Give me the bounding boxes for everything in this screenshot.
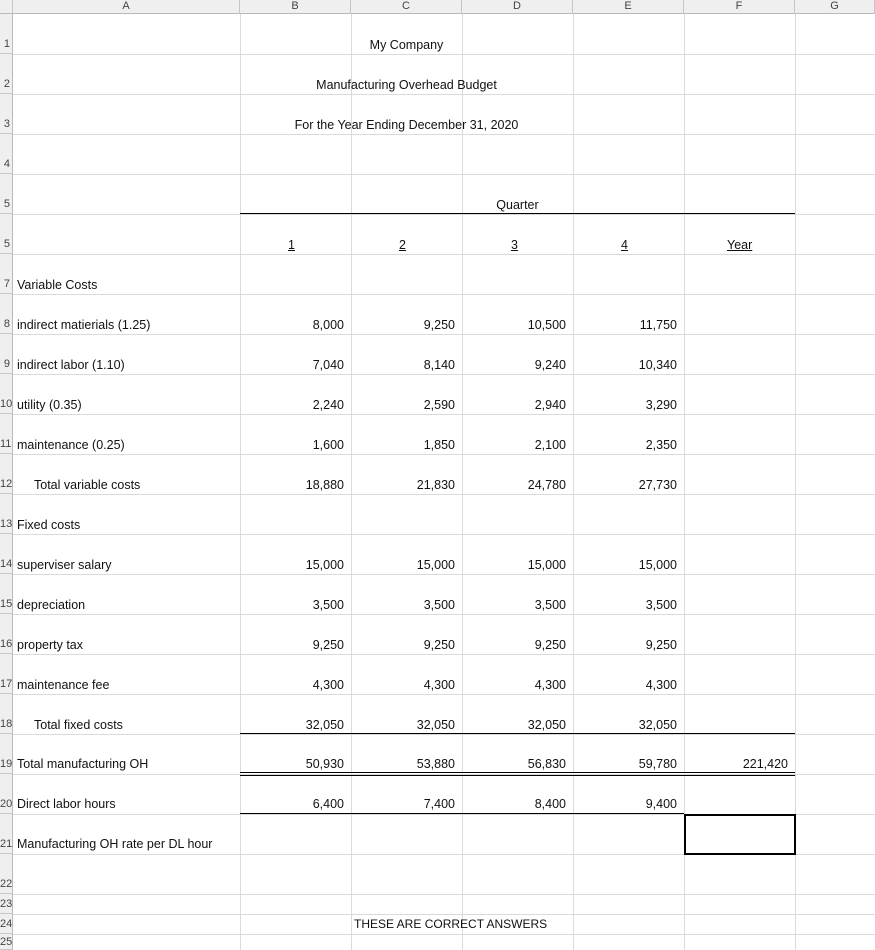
line-item-value: 56,830: [527, 757, 566, 771]
row-header[interactable]: 9: [0, 334, 13, 374]
line-item-value: 15,000: [527, 558, 566, 572]
line-item-value: 32,050: [638, 718, 677, 732]
row-header[interactable]: 23: [0, 894, 13, 914]
row-header[interactable]: 17: [0, 654, 13, 694]
row-header[interactable]: 20: [0, 774, 13, 814]
line-item-value: 4,300: [645, 678, 677, 692]
quarter-header: Quarter: [496, 198, 539, 212]
line-item-label: Direct labor hours: [17, 797, 116, 811]
line-item-value: 32,050: [416, 718, 455, 732]
line-item-value: 2,100: [534, 438, 566, 452]
column-header-f[interactable]: F: [684, 0, 795, 14]
line-item-value: 3,500: [534, 598, 566, 612]
year-header: Year: [727, 238, 753, 252]
line-item-label: depreciation: [17, 598, 86, 612]
line-item-label: Total variable costs: [34, 478, 141, 492]
row-header[interactable]: 22: [0, 854, 13, 894]
line-item-year-value: 221,420: [742, 757, 788, 771]
answers-note: THESE ARE CORRECT ANSWERS: [354, 917, 548, 931]
line-item-value: 7,040: [312, 358, 344, 372]
line-item-value: 32,050: [305, 718, 344, 732]
line-item-value: 6,400: [312, 797, 344, 811]
line-item-value: 4,300: [423, 678, 455, 692]
row-header[interactable]: 2: [0, 54, 13, 94]
line-item-value: 15,000: [638, 558, 677, 572]
quarter-3-header: 3: [511, 238, 518, 252]
oh-total-double-underline-2: [240, 775, 795, 776]
row-header[interactable]: 7: [0, 254, 13, 294]
line-item-value: 1,850: [423, 438, 455, 452]
line-item-value: 4,300: [534, 678, 566, 692]
line-item-label: indirect labor (1.10): [17, 358, 125, 372]
row-header[interactable]: 5: [0, 174, 13, 214]
line-item-value: 7,400: [423, 797, 455, 811]
row-header[interactable]: 1: [0, 14, 13, 54]
column-header-bar: [0, 0, 875, 14]
line-item-value: 9,240: [534, 358, 566, 372]
line-item-value: 4,300: [312, 678, 344, 692]
line-item-value: 27,730: [638, 478, 677, 492]
period-title: For the Year Ending December 31, 2020: [294, 118, 519, 132]
row-header[interactable]: 12: [0, 454, 13, 494]
selected-cell-f21[interactable]: [684, 814, 796, 855]
line-item-value: 9,250: [312, 638, 344, 652]
row-header[interactable]: 15: [0, 574, 13, 614]
row-header[interactable]: 16: [0, 614, 13, 654]
row-header[interactable]: 8: [0, 294, 13, 334]
line-item-value: 1,600: [312, 438, 344, 452]
dl-hours-underline: [240, 813, 684, 814]
row-header[interactable]: 24: [0, 914, 13, 934]
line-item-value: 21,830: [416, 478, 455, 492]
line-item-value: 15,000: [305, 558, 344, 572]
line-item-value: 9,250: [534, 638, 566, 652]
row-header[interactable]: 5: [0, 214, 13, 254]
corner-select-all[interactable]: [0, 0, 13, 14]
line-item-label: property tax: [17, 638, 84, 652]
line-item-value: 8,140: [423, 358, 455, 372]
row-header[interactable]: 19: [0, 734, 13, 774]
variable-costs-label: Variable Costs: [17, 278, 98, 292]
line-item-label: superviser salary: [17, 558, 112, 572]
oh-total-double-underline-1: [240, 772, 795, 773]
quarter-underline: [240, 213, 795, 214]
line-item-value: 3,500: [645, 598, 677, 612]
line-item-value: 59,780: [638, 757, 677, 771]
company-title: My Company: [369, 38, 444, 52]
line-item-value: 9,250: [423, 318, 455, 332]
column-header-a[interactable]: A: [13, 0, 240, 14]
quarter-4-header: 4: [621, 238, 628, 252]
row-header[interactable]: 11: [0, 414, 13, 454]
quarter-1-header: 1: [288, 238, 295, 252]
line-item-value: 10,340: [638, 358, 677, 372]
row-header[interactable]: 18: [0, 694, 13, 734]
line-item-label: utility (0.35): [17, 398, 82, 412]
line-item-value: 9,250: [645, 638, 677, 652]
line-item-value: 32,050: [527, 718, 566, 732]
line-item-label: maintenance (0.25): [17, 438, 125, 452]
row-header[interactable]: 10: [0, 374, 13, 414]
row-header[interactable]: 4: [0, 134, 13, 174]
column-header-d[interactable]: D: [462, 0, 573, 14]
line-item-value: 2,940: [534, 398, 566, 412]
line-item-label: maintenance fee: [17, 678, 110, 692]
line-item-value: 9,250: [423, 638, 455, 652]
line-item-value: 8,000: [312, 318, 344, 332]
column-header-b[interactable]: B: [240, 0, 351, 14]
line-item-label: Total fixed costs: [34, 718, 123, 732]
column-header-c[interactable]: C: [351, 0, 462, 14]
fixed-costs-label: Fixed costs: [17, 518, 81, 532]
line-item-value: 2,350: [645, 438, 677, 452]
row-header[interactable]: 25: [0, 936, 13, 948]
oh-rate-label: Manufacturing OH rate per DL hour: [17, 837, 213, 851]
row-header[interactable]: 3: [0, 94, 13, 134]
line-item-value: 11,750: [639, 318, 677, 332]
line-item-label: indirect matierials (1.25): [17, 318, 151, 332]
line-item-value: 10,500: [527, 318, 566, 332]
line-item-value: 3,290: [645, 398, 677, 412]
line-item-value: 2,590: [423, 398, 455, 412]
row-header[interactable]: 13: [0, 494, 13, 534]
line-item-value: 8,400: [534, 797, 566, 811]
line-item-label: Total manufacturing OH: [17, 757, 149, 771]
line-item-value: 3,500: [312, 598, 344, 612]
line-item-value: 3,500: [423, 598, 455, 612]
quarter-2-header: 2: [399, 238, 406, 252]
line-item-value: 50,930: [305, 757, 344, 771]
row-header-bar: [0, 14, 13, 950]
line-item-value: 15,000: [416, 558, 455, 572]
line-item-value: 53,880: [416, 757, 455, 771]
row-header[interactable]: 21: [0, 814, 13, 854]
column-header-g[interactable]: G: [795, 0, 875, 14]
line-item-value: 9,400: [645, 797, 677, 811]
column-header-e[interactable]: E: [573, 0, 684, 14]
budget-title: Manufacturing Overhead Budget: [316, 78, 497, 92]
row-header[interactable]: 14: [0, 534, 13, 574]
line-item-value: 18,880: [305, 478, 344, 492]
fixed-total-underline: [240, 733, 795, 734]
line-item-value: 24,780: [527, 478, 566, 492]
line-item-value: 2,240: [312, 398, 344, 412]
